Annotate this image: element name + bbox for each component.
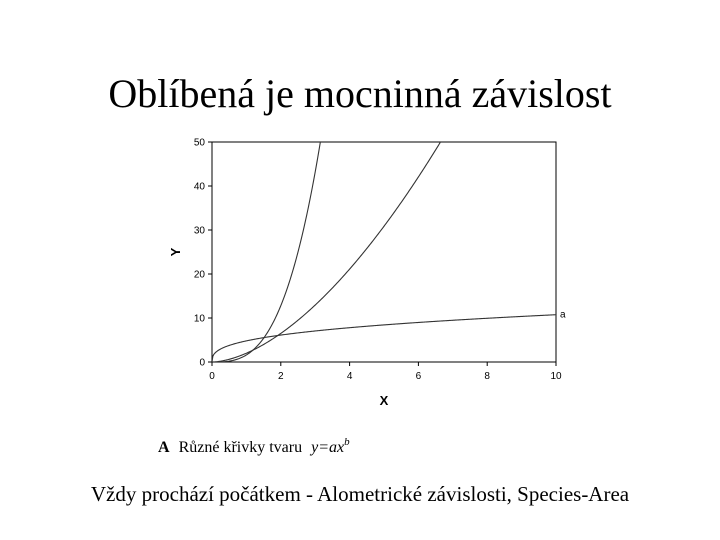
y-axis xyxy=(194,138,212,369)
y-tick-label: 50 xyxy=(193,137,205,149)
x-axis-label: X xyxy=(379,393,389,408)
x-axis xyxy=(209,362,562,382)
y-tick-label: 20 xyxy=(193,269,205,281)
plot-frame xyxy=(212,142,556,362)
figure-caption-letter: A xyxy=(158,439,170,456)
y-tick-label: 40 xyxy=(193,181,205,193)
y-tick-label: 30 xyxy=(193,225,205,237)
slide-caption: Vždy prochází počátkem - Alometrické závislosti, Species-Area xyxy=(90,482,630,506)
y-tick-label: 0 xyxy=(199,357,205,369)
x-tick-label: 2 xyxy=(278,371,284,382)
x-tick-label: 6 xyxy=(415,371,422,382)
series-label-3: a xyxy=(560,309,566,321)
plot-border xyxy=(212,142,556,362)
x-tick-label: 10 xyxy=(550,371,562,382)
x-tick-label: 4 xyxy=(346,371,353,382)
figure-caption-formula: y=ax xyxy=(311,439,345,456)
curve-series-1 xyxy=(212,0,556,362)
figure-caption-text: Různé křivky tvaru xyxy=(178,439,303,456)
slide-title: Oblíbená je mocninná závislost xyxy=(108,71,612,116)
x-tick-label: 8 xyxy=(484,371,490,382)
figure-caption xyxy=(158,436,350,456)
figure-caption-exponent: b xyxy=(344,436,350,448)
y-tick-label: 10 xyxy=(193,313,205,325)
curves xyxy=(212,0,566,362)
x-tick-label: 0 xyxy=(209,371,215,382)
y-axis-label: Y xyxy=(168,247,183,257)
curve-series-2 xyxy=(212,0,556,362)
